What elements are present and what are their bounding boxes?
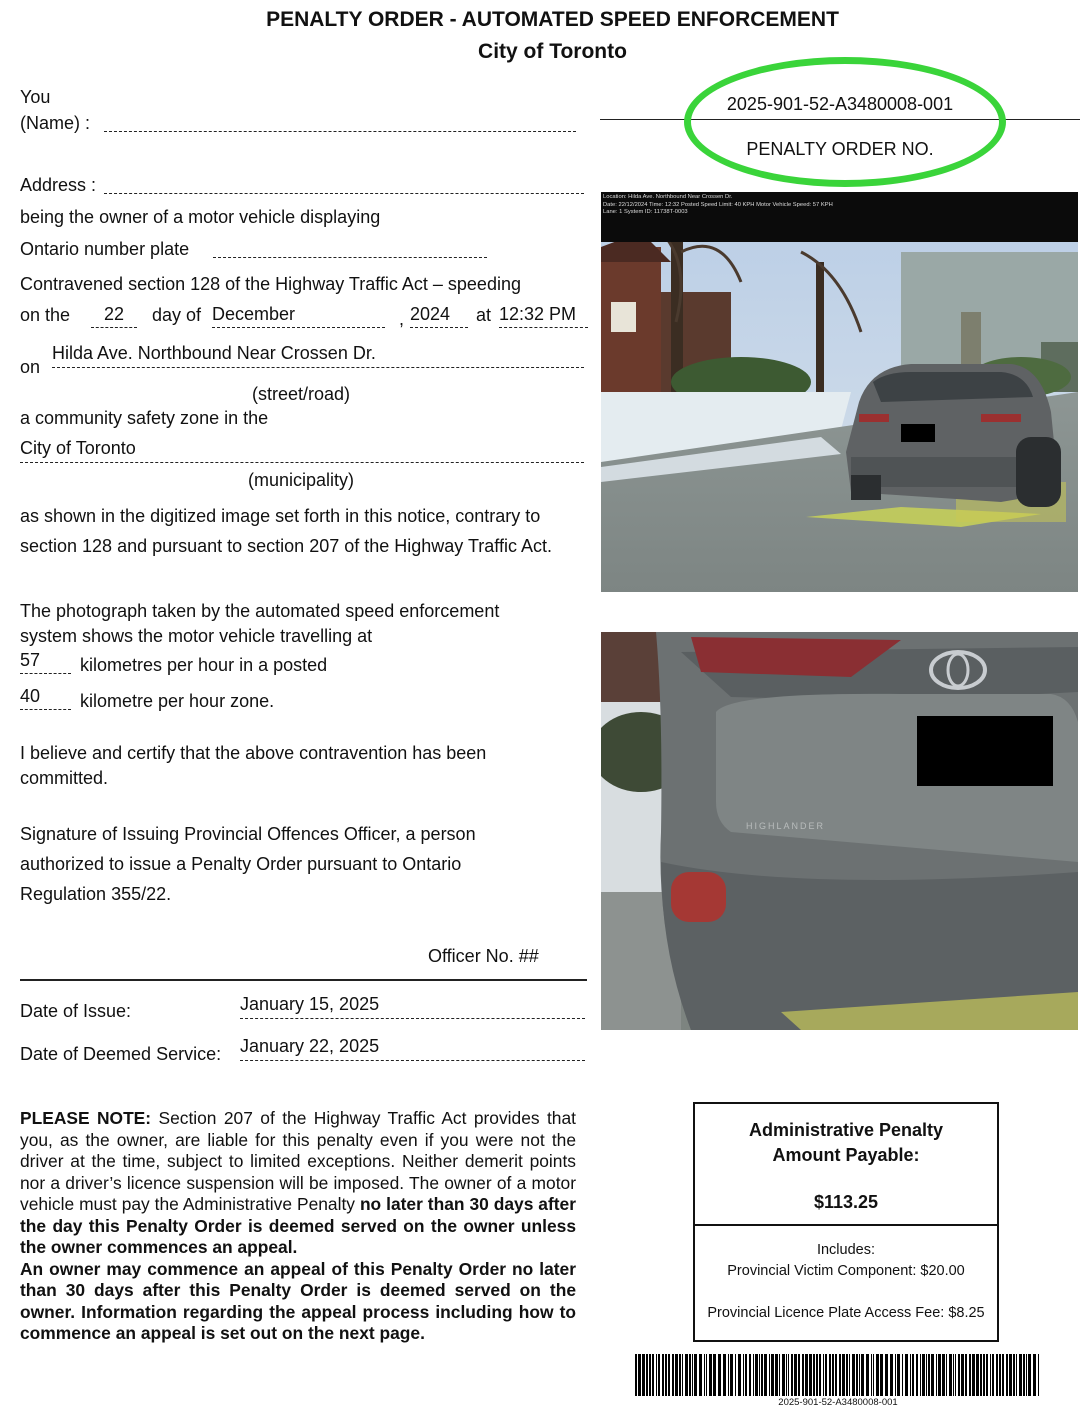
barcode-bar xyxy=(794,1354,797,1396)
enforcement-photo xyxy=(601,192,1078,592)
barcode-bar xyxy=(813,1354,815,1396)
speed-value: 57 xyxy=(20,650,71,674)
barcode-bar xyxy=(662,1354,664,1396)
day-of-label: day of xyxy=(152,305,202,325)
barcode-bar xyxy=(905,1354,908,1396)
barcode-bar xyxy=(689,1354,691,1396)
barcode-bar xyxy=(791,1354,793,1396)
barcode-bar xyxy=(955,1354,956,1396)
barcode-bar xyxy=(658,1354,660,1396)
document-subtitle: City of Toronto xyxy=(478,40,627,63)
barcode-bar xyxy=(755,1354,758,1396)
street-value: Hilda Ave. Northbound Near Crossen Dr. xyxy=(52,343,584,368)
note-appeal: An owner may commence an appeal of this Penalty Order no later than 30 days after this Penalty Order is deemed served on the owner. Information regarding the appeal process including how to commence an appeal is set out on the next page. xyxy=(20,1258,576,1343)
barcode-bar xyxy=(745,1354,747,1396)
barcode-bar xyxy=(692,1354,693,1396)
barcode-bar xyxy=(842,1354,845,1396)
document-title: PENALTY ORDER - AUTOMATED SPEED ENFORCEMENT xyxy=(266,8,839,31)
vehicle-badge: HIGHLANDER xyxy=(746,821,826,831)
name-label: (Name) : xyxy=(20,113,91,133)
barcode-bar xyxy=(980,1354,982,1396)
barcode-bar xyxy=(880,1354,883,1396)
signature-text: Signature of Issuing Provincial Offences Officer, a person authorized to issue a Penalty Order pursuant to Ontario Regulation 355/22. xyxy=(20,824,476,904)
barcode-bar xyxy=(699,1354,702,1396)
barcode-bar xyxy=(835,1354,837,1396)
barcode xyxy=(635,1354,1041,1396)
barcode-bar xyxy=(825,1354,827,1396)
barcode-bar xyxy=(912,1354,914,1396)
barcode-text: 2025-901-52-A3480008-001 xyxy=(778,1397,898,1408)
barcode-bar xyxy=(771,1354,774,1396)
barcode-bar xyxy=(713,1354,716,1396)
barcode-bar xyxy=(983,1354,985,1396)
barcode-bar xyxy=(816,1354,818,1396)
barcode-bar xyxy=(829,1354,831,1396)
barcode-bar xyxy=(642,1354,645,1396)
note-lead: PLEASE NOTE: xyxy=(20,1108,152,1128)
barcode-bar xyxy=(786,1354,787,1396)
address-field xyxy=(104,193,584,194)
barcode-bar xyxy=(936,1354,937,1396)
service-label: Date of Deemed Service: xyxy=(20,1044,222,1064)
penalty-box xyxy=(693,1102,999,1342)
victim-component: Provincial Victim Component: $20.00 xyxy=(727,1263,965,1279)
barcode-bar xyxy=(910,1354,911,1396)
year-value: 2024 xyxy=(410,304,468,328)
barcode-bar xyxy=(753,1354,754,1396)
barcode-bar xyxy=(635,1354,637,1396)
overlay-date: Date: 22/12/2024 Time: 12:32 Posted Speed Limit: 40 KPH Motor Vehicle Speed: 57 KPH xyxy=(603,201,833,208)
barcode-bar xyxy=(665,1354,667,1396)
barcode-bar xyxy=(738,1354,741,1396)
shown-text: as shown in the digitized image set forth in this notice, contrary to section 128 and pursuant to section 207 of the Highway Traffic Act. xyxy=(20,506,552,556)
barcode-bar xyxy=(885,1354,888,1396)
barcode-bar xyxy=(922,1354,925,1396)
penalty-heading-section xyxy=(695,1104,997,1226)
barcode-bar xyxy=(1006,1354,1008,1396)
barcode-bar xyxy=(1019,1354,1022,1396)
barcode-bar xyxy=(839,1354,841,1396)
barcode-bar xyxy=(694,1354,697,1396)
barcode-bar xyxy=(926,1354,927,1396)
barcode-bar xyxy=(852,1354,855,1396)
barcode-bar xyxy=(999,1354,1001,1396)
barcode-bar xyxy=(682,1354,683,1396)
barcode-bar xyxy=(675,1354,678,1396)
barcode-bar xyxy=(749,1354,751,1396)
barcode-bar xyxy=(986,1354,988,1396)
speed-suffix: kilometres per hour in a posted xyxy=(80,655,328,675)
plate-label: Ontario number plate xyxy=(20,239,190,259)
barcode-bar xyxy=(976,1354,979,1396)
officer-number: Officer No. ## xyxy=(428,946,539,966)
barcode-bar xyxy=(965,1354,967,1396)
barcode-bar xyxy=(1009,1354,1012,1396)
redacted-plate xyxy=(901,424,935,442)
barcode-bar xyxy=(942,1354,945,1396)
barcode-bar xyxy=(709,1354,712,1396)
barcode-bar xyxy=(938,1354,941,1396)
certify-text: I believe and certify that the above contravention has been committed. xyxy=(20,743,487,788)
barcode-bar xyxy=(668,1354,670,1396)
barcode-bar xyxy=(876,1354,879,1396)
barcode-bar xyxy=(873,1354,874,1396)
barcode-bar xyxy=(679,1354,681,1396)
barcode-bar xyxy=(861,1354,864,1396)
barcode-bar xyxy=(859,1354,860,1396)
barcode-bar xyxy=(866,1354,869,1396)
date-comma: , xyxy=(399,309,405,329)
barcode-bar xyxy=(764,1354,767,1396)
on-the-label: on the xyxy=(20,305,71,325)
barcode-bar xyxy=(823,1354,824,1396)
order-number-label: PENALTY ORDER NO. xyxy=(746,139,934,159)
barcode-bar xyxy=(759,1354,760,1396)
barcode-bar xyxy=(769,1354,770,1396)
note-text: Section 207 of the Highway Traffic Act provides that you, as the owner, are liable for this penalty even if you were not the driver at the time, subject to limited exceptions. Neither demerit points nor a driver’s licence suspension will be imposed. The owner of a motor vehicle must pay the Administrative Penalty xyxy=(20,1108,576,1214)
issue-date: January 15, 2025 xyxy=(240,994,585,1019)
municipality-caption: (municipality) xyxy=(248,470,355,490)
signature-line xyxy=(20,979,587,981)
barcode-bar xyxy=(931,1354,934,1396)
barcode-bar xyxy=(1023,1354,1025,1396)
barcode-bar xyxy=(1026,1354,1027,1396)
barcode-bar xyxy=(718,1354,721,1396)
barcode-bar xyxy=(782,1354,785,1396)
barcode-bar xyxy=(990,1354,991,1396)
redacted-plate-closeup xyxy=(917,716,1053,786)
barcode-bar xyxy=(972,1354,975,1396)
barcode-bar xyxy=(946,1354,947,1396)
name-field xyxy=(104,131,576,132)
barcode-bar xyxy=(788,1354,789,1396)
barcode-bar xyxy=(895,1354,896,1396)
barcode-bar xyxy=(916,1354,918,1396)
zone-text: a community safety zone in the xyxy=(20,408,269,428)
barcode-bar xyxy=(928,1354,930,1396)
barcode-bar xyxy=(961,1354,964,1396)
barcode-bar xyxy=(890,1354,893,1396)
barcode-bar xyxy=(798,1354,800,1396)
please-note xyxy=(20,1108,576,1345)
barcode-bar xyxy=(735,1354,736,1396)
barcode-bar xyxy=(656,1354,657,1396)
barcode-bar xyxy=(856,1354,858,1396)
includes-label: Includes: xyxy=(816,1242,876,1258)
barcode-bar xyxy=(723,1354,726,1396)
penalty-breakdown xyxy=(695,1226,997,1324)
barcode-bar xyxy=(1002,1354,1004,1396)
barcode-bar xyxy=(871,1354,872,1396)
order-number: 2025-901-52-A3480008-001 xyxy=(726,94,954,114)
barcode-bar xyxy=(1013,1354,1015,1396)
contravened-text: Contravened section 128 of the Highway Traffic Act – speeding xyxy=(20,274,521,294)
street-caption: (street/road) xyxy=(252,384,351,404)
highlight-circle xyxy=(684,57,1006,187)
barcode-bar xyxy=(652,1354,654,1396)
time-value: 12:32 PM xyxy=(499,304,588,328)
penalty-amount: $113.25 xyxy=(813,1192,879,1212)
barcode-bar xyxy=(969,1354,971,1396)
day-value: 22 xyxy=(91,304,137,328)
barcode-bar xyxy=(672,1354,674,1396)
camera-overlay xyxy=(603,194,833,217)
plate-field xyxy=(213,257,487,258)
barcode-bar xyxy=(761,1354,763,1396)
barcode-bar xyxy=(638,1354,641,1396)
photo-text: The photograph taken by the automated speed enforcement system shows the motor vehicle travelling at xyxy=(20,601,500,646)
barcode-bar xyxy=(809,1354,812,1396)
barcode-bar xyxy=(805,1354,808,1396)
barcode-bar xyxy=(706,1354,707,1396)
barcode-bar xyxy=(996,1354,998,1396)
barcode-bar xyxy=(646,1354,648,1396)
barcode-bar xyxy=(1028,1354,1031,1396)
issue-label: Date of Issue: xyxy=(20,1001,132,1021)
barcode-bar xyxy=(920,1354,921,1396)
barcode-bar xyxy=(775,1354,778,1396)
barcode-bar xyxy=(992,1354,994,1396)
limit-suffix: kilometre per hour zone. xyxy=(80,691,275,711)
barcode-bar xyxy=(649,1354,651,1396)
barcode-bar xyxy=(685,1354,688,1396)
barcode-bar xyxy=(728,1354,729,1396)
at-label: at xyxy=(476,305,492,325)
barcode-bar xyxy=(819,1354,821,1396)
penalty-heading-1: Administrative Penalty xyxy=(748,1120,944,1140)
barcode-bar xyxy=(779,1354,780,1396)
penalty-heading-2: Amount Payable: xyxy=(772,1145,920,1165)
barcode-bar xyxy=(1033,1354,1036,1396)
overlay-lane: Lane: 1 System ID: 11738T-0003 xyxy=(603,209,688,215)
barcode-bar xyxy=(1038,1354,1039,1396)
barcode-bar xyxy=(1016,1354,1017,1396)
barcode-bar xyxy=(953,1354,954,1396)
address-label: Address : xyxy=(20,175,97,195)
overlay-location: Location: Hilda Ave. Northbound Near Crossen Dr. xyxy=(603,194,733,200)
barcode-bar xyxy=(846,1354,848,1396)
barcode-bar xyxy=(902,1354,903,1396)
plate-access-fee: Provincial Licence Plate Access Fee: $8.25 xyxy=(707,1305,985,1321)
owner-text: being the owner of a motor vehicle displaying xyxy=(20,207,381,227)
limit-value: 40 xyxy=(20,686,71,710)
you-label: You xyxy=(20,87,51,107)
service-date: January 22, 2025 xyxy=(240,1036,585,1061)
barcode-bar xyxy=(802,1354,804,1396)
municipality-value: City of Toronto xyxy=(20,438,584,463)
barcode-bar xyxy=(743,1354,744,1396)
month-value: December xyxy=(212,304,385,328)
on-label: on xyxy=(20,357,41,377)
barcode-bar xyxy=(897,1354,900,1396)
barcode-bar xyxy=(832,1354,834,1396)
barcode-bar xyxy=(730,1354,733,1396)
note-deadline: no later than 30 days after the day this Penalty Order is deemed served on the owner unless the owner commences an appeal. xyxy=(20,1194,577,1257)
closeup-photo xyxy=(601,632,1078,1030)
barcode-bar xyxy=(958,1354,960,1396)
barcode-bar xyxy=(949,1354,952,1396)
barcode-bar xyxy=(704,1354,705,1396)
barcode-bar xyxy=(849,1354,850,1396)
